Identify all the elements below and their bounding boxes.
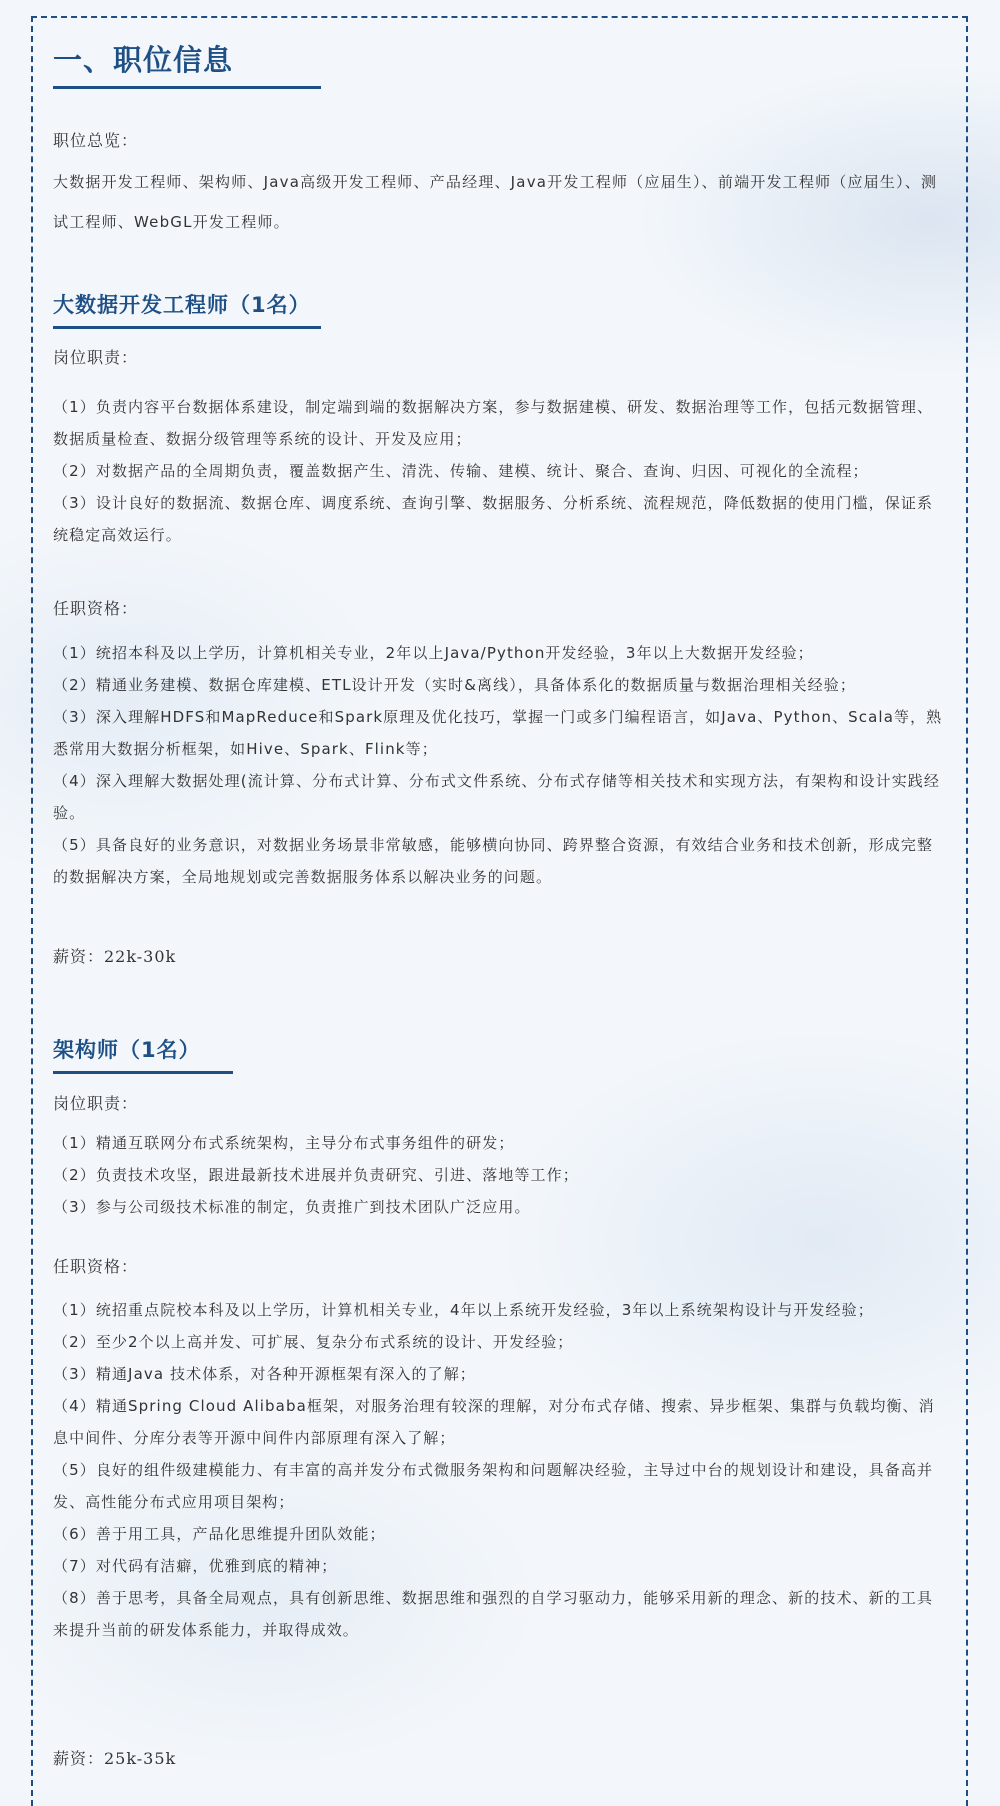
list-item: （3）设计良好的数据流、数据仓库、调度系统、查询引擎、数据服务、分析系统、流程规范，降低数据的使用门槛，保证系统稳定高效运行。 xyxy=(53,494,934,544)
page-title-underline xyxy=(53,86,321,89)
reqs-list xyxy=(53,637,948,893)
page-title: 一、职位信息 xyxy=(53,43,234,77)
duties-list xyxy=(53,1127,948,1223)
list-item: （5）具备良好的业务意识，对数据业务场景非常敏感，能够横向协同、跨界整合资源，有效结合业务和技术创新，形成完整的数据解决方案，全局地规划或完善数据服务体系以解决业务的问题。 xyxy=(53,836,934,886)
overview-label: 职位总览： xyxy=(53,131,139,150)
reqs-list xyxy=(53,1294,948,1646)
list-item: （4）深入理解大数据处理(流计算、分布式计算、分布式文件系统、分布式存储等相关技术和实现方法，有架构和设计实践经验。 xyxy=(53,772,941,822)
list-item: （5）良好的组件级建模能力、有丰富的高并发分布式微服务架构和问题解决经验，主导过中台的规划设计和建设，具备高并发、高性能分布式应用项目架构； xyxy=(53,1461,934,1511)
list-item: （2）负责技术攻坚，跟进最新技术进展并负责研究、引进、落地等工作； xyxy=(53,1166,579,1184)
duties-list xyxy=(53,391,948,551)
duties-label: 岗位职责： xyxy=(53,348,139,367)
job-title-bigdata: 大数据开发工程师（1名） xyxy=(53,293,311,317)
list-item: （2）精通业务建模、数据仓库建模、ETL设计开发（实时&离线），具备体系化的数据质量与数据治理相关经验； xyxy=(53,676,856,694)
list-item: （2）对数据产品的全周期负责，覆盖数据产生、清洗、传输、建模、统计、聚合、查询、归因、可视化的全流程； xyxy=(53,462,869,480)
list-item: （1）精通互联网分布式系统架构，主导分布式事务组件的研发； xyxy=(53,1134,515,1152)
list-item: （1）负责内容平台数据体系建设，制定端到端的数据解决方案，参与数据建模、研发、数据治理等工作，包括元数据管理、数据质量检查、数据分级管理等系统的设计、开发及应用； xyxy=(53,398,934,448)
list-item: （3）深入理解HDFS和MapReduce和Spark原理及优化技巧，掌握一门或多门编程语言，如Java、Python、Scala等，熟悉常用大数据分析框架，如Hive、Spark、Flink等； xyxy=(53,708,943,758)
list-item: （3）精通Java 技术体系，对各种开源框架有深入的了解； xyxy=(53,1365,476,1383)
list-item: （6）善于用工具，产品化思维提升团队效能； xyxy=(53,1525,386,1543)
job-title-underline xyxy=(53,1071,233,1074)
overview-text: 大数据开发工程师、架构师、Java高级开发工程师、产品经理、Java开发工程师（应届生）、前端开发工程师（应届生）、测试工程师、WebGL开发工程师。 xyxy=(53,173,938,231)
reqs-label: 任职资格： xyxy=(53,599,139,618)
job-title-architect: 架构师（1名） xyxy=(53,1038,201,1062)
list-item: （2）至少2个以上高并发、可扩展、复杂分布式系统的设计、开发经验； xyxy=(53,1333,574,1351)
job-title-underline xyxy=(53,326,321,329)
list-item: （8）善于思考，具备全局观点，具有创新思维、数据思维和强烈的自学习驱动力，能够采用新的理念、新的技术、新的工具来提升当前的研发体系能力，并取得成效。 xyxy=(53,1589,934,1639)
list-item: （1）统招本科及以上学历，计算机相关专业，2年以上Java/Python开发经验，3年以上大数据开发经验； xyxy=(53,644,814,662)
salary-text: 薪资：22k-30k xyxy=(53,947,177,966)
list-item: （1）统招重点院校本科及以上学历，计算机相关专业，4年以上系统开发经验，3年以上系统架构设计与开发经验； xyxy=(53,1301,874,1319)
list-item: （3）参与公司级技术标准的制定，负责推广到技术团队广泛应用。 xyxy=(53,1198,531,1216)
salary-text: 薪资：25k-35k xyxy=(53,1749,177,1768)
list-item: （7）对代码有洁癖，优雅到底的精神； xyxy=(53,1557,338,1575)
reqs-label: 任职资格： xyxy=(53,1257,139,1276)
duties-label: 岗位职责： xyxy=(53,1094,139,1113)
list-item: （4）精通Spring Cloud Alibaba框架，对服务治理有较深的理解，对分布式存储、搜索、异步框架、集群与负载均衡、消息中间件、分库分表等开源中间件内部原理有深入了解； xyxy=(53,1397,935,1447)
